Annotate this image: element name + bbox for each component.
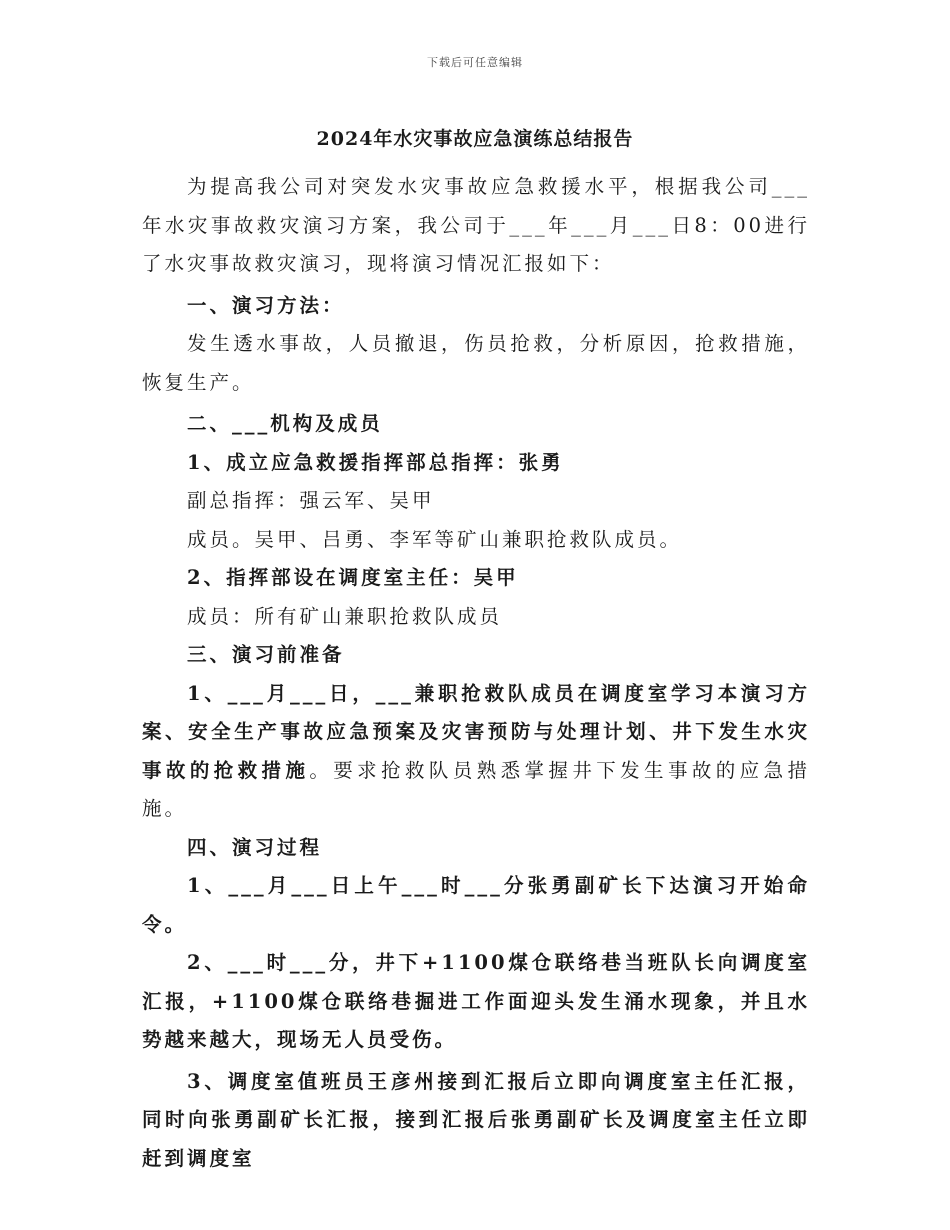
section-1-heading: 一、演习方法：	[187, 293, 345, 317]
section-3-item-1-bold: 1、___月___日，___兼职抢救队成员在调度室学习本演习方案、安全生产事故应急预案及灾害预防与处理计划、井下发生水灾事故的抢救措施	[142, 681, 810, 782]
section-1-text: 发生透水事故，人员撤退，伤员抢救，分析原因，抢救措施，恢复生产。	[142, 332, 810, 394]
intro-paragraph: 为提高我公司对突发水灾事故应急救援水平，根据我公司___年水灾事故救灾演习方案，我公司于___年___月___日8：00进行了水灾事故救灾演习，现将演习情况汇报如下：	[142, 175, 810, 275]
section-3-item-1-rest: 。要求抢救队员熟悉掌握井下发生事故的应急措施。	[142, 758, 810, 820]
section-2-members-2: 成员：所有矿山兼职抢救队成员	[187, 604, 503, 628]
section-3-heading: 三、演习前准备	[187, 643, 345, 666]
section-2-item-1: 1、成立应急救援指挥部总指挥：张勇	[187, 450, 564, 474]
section-4-item-3: 3、调度室值班员王彦州接到汇报后立即向调度室主任汇报，同时向张勇副矿长汇报，接到汇报后张勇副矿长及调度室主任立即赶到调度室	[142, 1069, 810, 1170]
section-2-deputy: 副总指挥：强云军、吴甲	[187, 489, 435, 512]
section-2-members: 成员。吴甲、吕勇、李军等矿山兼职抢救队成员。	[187, 527, 683, 551]
section-4-item-2: 2、___时___分，井下+1100煤仓联络巷当班队长向调度室汇报，+1100煤仓联络巷掘进工作面迎头发生涌水现象，并且水势越来越大，现场无人员受伤。	[142, 951, 810, 1051]
header-note: 下载后可任意编辑	[427, 56, 523, 69]
section-2-item-2: 2、指挥部设在调度室主任：吴甲	[187, 566, 519, 589]
section-4-item-1: 1、___月___日上午___时___分张勇副矿长下达演习开始命令。	[142, 874, 810, 936]
section-2-heading: 二、___机构及成员	[187, 412, 383, 435]
section-4-heading: 四、演习过程	[187, 835, 323, 859]
section-3-item-1	[142, 675, 810, 829]
document-body	[142, 168, 810, 1178]
document-title: 2024年水灾事故应急演练总结报告	[316, 128, 634, 150]
